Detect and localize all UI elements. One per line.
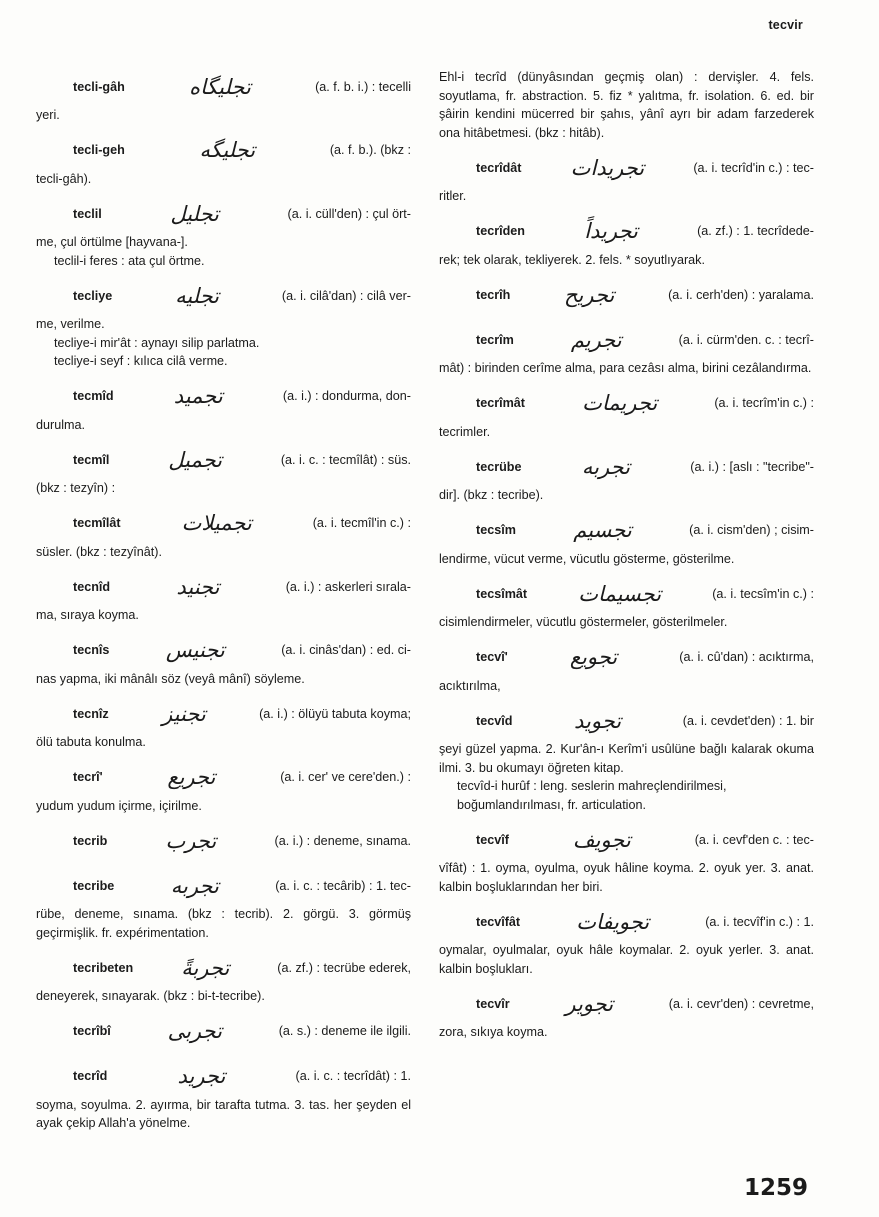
entry-first-line [439,985,814,1023]
etymology: (a. i. cürm'den. c. : tecrî- [678,332,814,347]
headword: tecvîfât [476,914,521,929]
entry-first-line [439,321,814,359]
entry-first-line [439,213,814,251]
continued-entry-text: Ehl-i tecrîd (dünyâsından geçmiş olan) : dervişler. 4. fels. soyutlama, fr. abstraction. 5. fiz * yalıtma, fr. isolation. 6. ed. bir şâirin kendini mücerred bir şahıs, yânî ayrı bir adam farzederek ona hitâbetmesi. (bkz : hitâb). [439,70,814,140]
page-number: 1259 [743,1175,808,1201]
arabic-script: تجریم [570,327,622,352]
definition-text: acıktırılma, [439,678,501,693]
arabic-script: تجسیمات [578,581,662,606]
arabic-script: تجربه [170,873,219,898]
definition-text: deneyerek, sınayarak. (bkz : bi-t-tecribe). [36,989,265,1003]
headword: tecrîbî [73,1024,111,1039]
headword: tecvî' [476,650,508,665]
entry-first-line [36,822,411,860]
entry-first-line [36,695,411,733]
right-column [439,68,814,1042]
entry-first-line [36,195,411,233]
dictionary-entry [439,321,814,378]
arabic-script: تجریع [167,765,216,790]
etymology: (a. i.) : dondurma, don- [282,389,411,404]
headword: tecnîd [73,579,111,594]
definition-text: tecli-gâh). [36,171,92,186]
arabic-script: تجمیل [168,447,223,472]
arabic-script: تجریمات [582,391,658,416]
etymology: (a. i. tecmîl'in c.) : [312,516,411,531]
dictionary-entry [36,759,411,816]
etymology: (a. i.) : deneme, sınama. [274,833,411,848]
arabic-script: تجسیم [573,518,632,543]
definition-text: me, çul örtülme [hayvana-]. [36,235,188,249]
definition-text: yeri. [36,108,60,122]
entry-first-line [36,632,411,670]
dictionary-entry [36,441,411,498]
etymology: (a. zf.) : tecrübe ederek, [277,960,411,975]
headword: tecrîden [476,224,525,239]
entry-first-line [36,867,411,905]
etymology: (a. i. tecrîd'in c.) : tec- [693,160,814,175]
sub-entry: tecliye-i mir'ât : aynayı silip parlatma. [54,335,260,350]
dictionary-entry [439,702,814,777]
entry-first-line [36,568,411,606]
headword: tecmîd [73,389,114,404]
arabic-script: تجربی [167,1019,222,1044]
entry-first-line [36,132,411,170]
etymology: (a. i.) : ölüyü tabuta koyma; [259,706,411,721]
arabic-script: تجربةً [181,955,230,980]
dictionary-entry [36,949,411,1006]
arabic-script: تجویر [565,991,614,1016]
arabic-script: تجوید [574,708,622,733]
dictionary-entry [36,568,411,625]
arabic-script: تجمیلات [181,511,252,536]
etymology: (a. i. cinâs'dan) : ed. ci- [281,643,411,658]
headword: tecnîs [73,643,110,658]
definition-text: dir]. (bkz : tecribe). [439,488,544,502]
entry-first-line [36,277,411,315]
dictionary-entry [36,132,411,189]
entry-first-line [36,1058,411,1096]
definition-text: vîfât) : 1. oyma, oyulma, oyuk hâline koyma. 2. oyuk yer. 3. anat. kalbin boşluklarından her biri. [439,861,814,894]
entry-first-line [439,903,814,941]
arabic-script: تجویف [572,827,631,852]
entry-first-line [439,385,814,423]
entry-first-line [439,149,814,187]
entry-first-line [36,949,411,987]
arabic-script: تجربه [581,454,630,479]
left-column [36,68,411,1133]
arabic-script: تجریداً [584,219,638,244]
dictionary-entry [439,821,814,896]
etymology: (a. i. cer' ve cere'den.) : [280,770,411,785]
entry-first-line [439,702,814,740]
dictionary-entry [439,985,814,1042]
dictionary-entry [439,149,814,206]
headword: tecvîf [476,832,509,847]
headword: tecribe [73,878,115,893]
entry-first-line [36,378,411,416]
etymology: (a. i.) : [aslı : "tecribe"- [690,459,814,474]
definition-text: mât) : birinden cerîme alma, para cezâsı alma, birini cezâlandırma. [439,361,812,375]
dictionary-entry [439,639,814,696]
headword: tecrîh [476,287,511,302]
arabic-script: تجمید [173,384,223,409]
definition-text: cisimlendirmeler, vücutlu göstermeler, gösterilmeler. [439,615,728,629]
dictionary-entry [36,695,411,752]
dictionary-entry [36,505,411,562]
etymology: (a. i. cism'den) ; cisim- [689,523,814,538]
headword: tecribeten [73,960,134,975]
definition-text: soyma, soyulma. 2. ayırma, bir tarafta tutma. 3. tas. her şeyden el ayak çekip Allah'a yönelme. [36,1097,411,1130]
definition-text: lendirme, vücut verme, vücutlu gösterme, gösterilme. [439,551,735,566]
dictionary-entry [36,822,411,860]
dictionary-entry [36,867,411,942]
dictionary-entry [439,903,814,978]
etymology: (a. i. c. : tecrîdât) : 1. [295,1069,411,1084]
definition-text: yudum yudum içirme, içirilme. [36,798,202,813]
arabic-script: تجریح [564,282,615,307]
etymology: (a. f. b.). (bkz : [329,143,411,158]
definition-text: rübe, deneme, sınama. (bkz : tecrib). 2. görgü. 3. görmüş geçirmişlik. fr. expérimentation. [36,907,411,940]
definition-text: (bkz : tezyîn) : [36,481,116,495]
definition-text: durulma. [36,417,85,432]
definition-text: nas yapma, iki mânâlı söz (veyâ mânî) söyleme. [36,671,305,686]
headword: tecliye [73,288,113,303]
entry-first-line [36,441,411,479]
definition-text: tecrimler. [439,424,491,439]
arabic-script: تجنید [176,574,220,599]
entry-first-line [36,68,411,106]
headword: tecrib [73,833,108,848]
etymology: (a. i. cevf'den c. : tec- [694,832,814,847]
headword: tecmîl [73,452,110,467]
etymology: (a. i. c. : tecârib) : 1. tec- [275,878,411,893]
dictionary-entry [439,448,814,505]
headword: tecrübe [476,459,522,474]
dictionary-entry [36,378,411,435]
arabic-script: تجرید [177,1064,226,1089]
running-header: tecvir [768,18,803,32]
sub-entry: tecvîd-i hurûf : leng. seslerin mahreçlendirilmesi, boğumlandırılması, fr. articulation. [457,779,727,812]
definition-text: rek; tek olarak, tekliyerek. 2. fels. * soyutlıyarak. [439,252,705,267]
arabic-script: تجلیه [175,283,220,308]
etymology: (a. i. cû'dan) : acıktırma, [679,650,814,665]
etymology: (a. i. tecvîf'in c.) : 1. [705,914,814,929]
dictionary-entry [36,68,411,125]
dictionary-entry [439,575,814,632]
headword: tecrîdât [476,160,522,175]
headword: tecvîr [476,996,510,1011]
entry-first-line [36,1013,411,1051]
entry-first-line [439,512,814,550]
entry-first-line [439,448,814,486]
headword: tecmîlât [73,516,121,531]
dictionary-entry [439,213,814,270]
headword: tecli-gâh [73,79,125,94]
headword: teclil [73,206,102,221]
definition-text: ölü tabuta konulma. [36,735,146,749]
entry-first-line [439,575,814,613]
headword: tecnîz [73,706,109,721]
definition-text: ma, sıraya koyma. [36,608,139,622]
definition-text: süsler. (bkz : tezyînât). [36,544,162,559]
etymology: (a. i. cüll'den) : çul ört- [287,206,411,221]
etymology: (a. i. tecrîm'in c.) : [714,396,814,411]
etymology: (a. i. tecsîm'in c.) : [712,586,814,601]
entry-first-line [439,276,814,314]
dictionary-entry [36,195,411,252]
arabic-script: تجلیگه [199,138,256,163]
etymology: (a. zf.) : 1. tecrîdede- [697,224,814,239]
dictionary-entry [36,277,411,334]
etymology: (a. s.) : deneme ile ilgili. [278,1024,411,1039]
arabic-script: تجویع [569,645,618,670]
dictionary-entry [36,1013,411,1051]
headword: tecvîd [476,713,513,728]
dictionary-entry [439,276,814,314]
etymology: (a. i.) : askerleri sırala- [285,579,411,594]
sub-entry: tecliye-i seyf : kılıca cilâ verme. [54,354,228,368]
entry-first-line [439,821,814,859]
dictionary-entry [36,1058,411,1133]
arabic-script: تجلیل [170,201,219,226]
definition-text: zora, sıkıya koyma. [439,1025,548,1039]
headword: tecli-geh [73,143,125,158]
arabic-script: تجنیس [165,638,225,663]
arabic-script: تجنیز [162,701,206,726]
headword: tecsîm [476,523,516,538]
etymology: (a. i. cilâ'dan) : cilâ ver- [281,288,411,303]
etymology: (a. i. cerh'den) : yaralama. [668,287,814,302]
arabic-script: تجرب [165,828,217,853]
headword: tecrîm [476,332,514,347]
entry-first-line [36,505,411,543]
headword: tecsîmât [476,586,528,601]
dictionary-entry [439,512,814,569]
etymology: (a. f. b. i.) : tecelli [315,79,411,94]
arabic-script: تجویفات [576,909,650,934]
definition-text: oymalar, oyulmalar, oyuk hâle koymalar. 2. oyuk yerler. 3. anat. kalbin boşlukları. [439,943,814,976]
headword: tecrî' [73,770,103,785]
etymology: (a. i. cevr'den) : cevretme, [668,996,814,1011]
entry-first-line [439,639,814,677]
dictionary-entry [439,385,814,442]
dictionary-entry [36,632,411,689]
arabic-script: تجلیگاه [189,74,251,99]
definition-text: şeyi güzel yapma. 2. Kur'ân-ı Kerîm'i usûlüne bağlı kalarak okuma ilmi. 3. bu okumayı öğreten kitap. [439,742,814,775]
etymology: (a. i. c. : tecmîlât) : süs. [280,452,411,467]
definition-text: ritler. [439,189,467,203]
sub-entry: teclil-i feres : ata çul örtme. [54,253,205,268]
etymology: (a. i. cevdet'den) : 1. bir [682,713,814,728]
entry-first-line [36,759,411,797]
definition-text: me, verilme. [36,317,105,331]
headword: tecrîmât [476,396,525,411]
headword: tecrîd [73,1069,108,1084]
arabic-script: تجریدات [570,155,645,180]
